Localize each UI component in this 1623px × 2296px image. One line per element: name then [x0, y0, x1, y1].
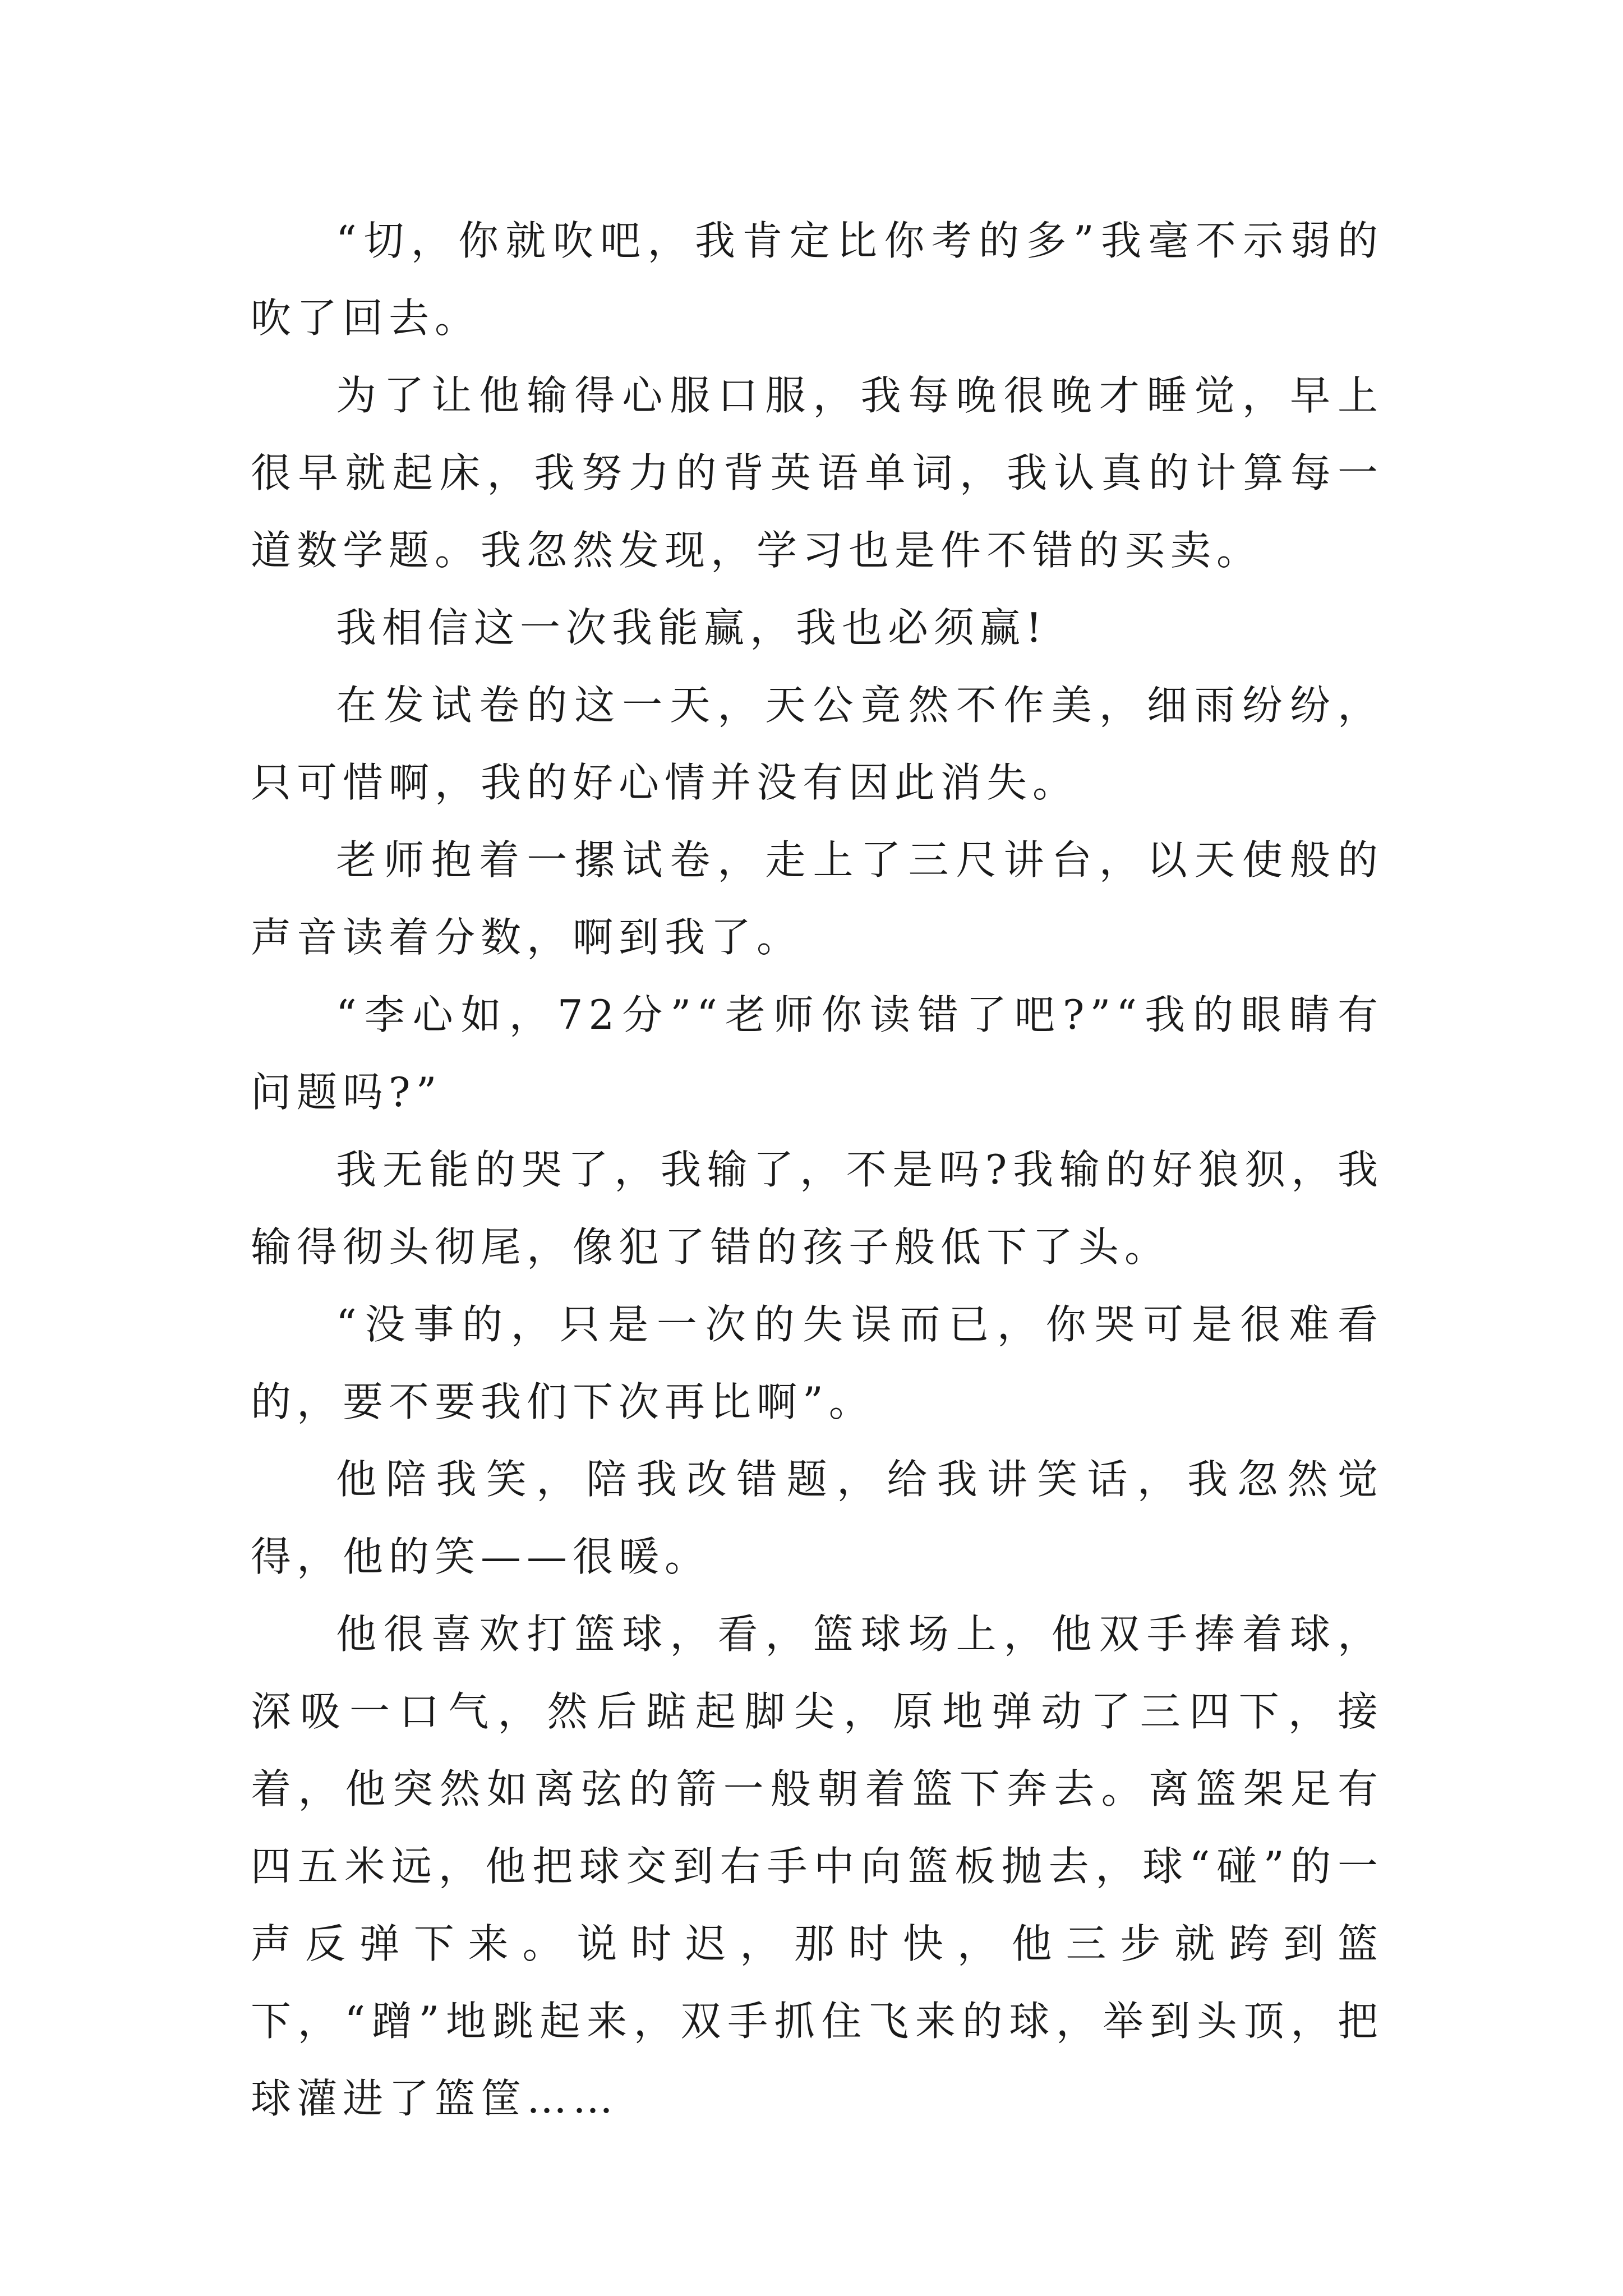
paragraph: 他很喜欢打篮球，看，篮球场上，他双手捧着球，深吸一口气，然后踮起脚尖，原地弹动了三四下，接着，他突然如离弦的箭一般朝着篮下奔去。离篮架足有四五米远，他把球交到右手中向篮板抛去，球“碰”的一声反弹下来。说时迟，那时快，他三步就跨到篮下，“蹭”地跳起来，双手抓住飞来的球，举到头顶，把球灌进了篮筐……: [251, 1611, 1384, 2122]
paragraph: 在发试卷的这一天，天公竟然不作美，细雨纷纷，只可惜啊，我的好心情并没有因此消失。: [251, 682, 1384, 806]
paragraph: “李心如，72分”“老师你读错了吧?”“我的眼睛有问题吗?”: [251, 991, 1384, 1116]
paragraph: 我相信这一次我能赢，我也必须赢!: [336, 604, 1048, 651]
paragraph: 为了让他输得心服口服，我每晚很晚才睡觉，早上很早就起床，我努力的背英语单词，我认真的计算每一道数学题。我忽然发现，学习也是件不错的买卖。: [251, 372, 1384, 574]
paragraph: 我无能的哭了，我输了，不是吗?我输的好狼狈，我输得彻头彻尾，像犯了错的孩子般低下了头。: [251, 1146, 1384, 1271]
paragraph: “没事的，只是一次的失误而已，你哭可是很难看的，要不要我们下次再比啊”。: [251, 1301, 1384, 1425]
document-body: [251, 202, 1384, 2137]
paragraph: “切，你就吹吧，我肯定比你考的多”我毫不示弱的吹了回去。: [251, 217, 1384, 342]
paragraph: 他陪我笑，陪我改错题，给我讲笑话，我忽然觉得，他的笑——很暖。: [251, 1456, 1384, 1580]
paragraph: 老师抱着一摞试卷，走上了三尺讲台，以天使般的声音读着分数，啊到我了。: [251, 836, 1384, 961]
